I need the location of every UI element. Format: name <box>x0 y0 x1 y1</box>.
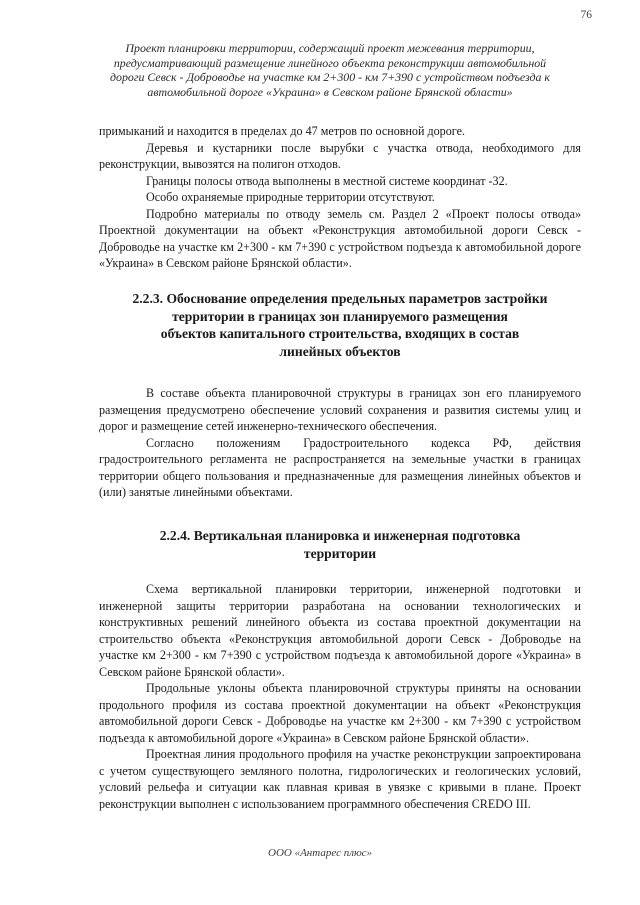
header-line: автомобильной дороге «Украина» в Севском районе Брянской области» <box>147 84 513 99</box>
heading-line: территории в границах зон планируемого размещения <box>172 308 508 324</box>
paragraph: Границы полосы отвода выполнены в местной системе координат -32. <box>146 173 508 188</box>
continued-text-block <box>99 123 581 272</box>
paragraph: Продольные уклоны объекта планировочной структуры приняты на основании продольного профиля из состава проектной документации на объект «Реконструкция автомобильной дороги Севск - Доброводье на участке км 2+300 - км 7+390 с устройством подъезда к автомобильной дороге «Украина» в Севском районе Брянской области». <box>99 681 581 745</box>
paragraph: В составе объекта планировочной структуры в границах зон его планируемого размещения предусмотрено обеспечение условий сохранения и развития системы улиц и дорог и размещение сетей инженерно-технического обеспечения. <box>99 386 581 433</box>
heading-line: 2.2.3. Обоснование определения предельных параметров застройки <box>132 291 548 306</box>
paragraph: Схема вертикальной планировки территории, инженерной подготовки и инженерной защиты территории разработана на основании технологических и конструктивных решений линейного объекта из состава проектной документации на строительство объекта «Реконструкция автомобильной дороги Севск - Доброводье на участке км 2+300 - км 7+390 с устройством подъезда к автомобильной дороге «Украина» в Севском районе Брянской области». <box>99 582 581 679</box>
section-heading-2-2-3 <box>99 290 581 360</box>
header-line: Проект планировки территории, содержащий проект межевания территории, <box>125 41 535 55</box>
section-heading-2-2-4 <box>99 527 581 562</box>
company-footer: ООО «Антарес плюс» <box>268 847 372 859</box>
paragraph: Проектная линия продольного профиля на участке реконструкции запроектирована с учетом существующего земляного полотна, гидрологических и геологических условий, условий рельефа и ситуации как плавная кривая в увязке с кривыми в плане. Проект реконструкции выполнен с использованием программного обеспечения CREDO III. <box>99 747 581 811</box>
page-number: 76 <box>580 9 592 21</box>
header-line: дороги Севск - Доброводье на участке км 2+300 - км 7+390 с устройством подъезда к <box>110 70 550 84</box>
heading-line: линейных объектов <box>279 343 401 359</box>
heading-line: 2.2.4. Вертикальная планировка и инженерная подготовка <box>159 528 521 543</box>
header-line: предусматривающий размещение линейного объекта реконструкции автомобильной <box>113 55 547 70</box>
paragraph: Деревья и кустарники после вырубки с участка отвода, необходимого для реконструкции, вывозятся на полигон отходов. <box>99 140 581 171</box>
heading-line: территории <box>303 545 377 561</box>
heading-line: объектов капитального строительства, входящих в состав <box>160 326 520 342</box>
paragraph: Особо охраняемые природные территории отсутствуют. <box>146 190 435 204</box>
paragraph: Подробно материалы по отводу земель см. Раздел 2 «Проект полосы отвода» Проектной документации на объект «Реконструкция автомобильной дороги Севск - Доброводье на участке км 2+300 - км 7+390 с устройством подъезда к автомобильной дороге «Украина» в Севском районе Брянской области». <box>99 206 581 270</box>
section-2-2-4-text <box>99 581 581 812</box>
running-header <box>78 41 582 99</box>
paragraph: примыканий и находится в пределах до 47 метров по основной дороге. <box>99 124 465 138</box>
paragraph: Согласно положениям Градостроительного кодекса РФ, действия градостроительного регламента не распространяется на земельные участки в границах территории общего пользования и предназначенные для размещения линейных объектов и (или) занятые линейными объектами. <box>99 435 581 499</box>
section-2-2-3-text <box>99 385 581 501</box>
